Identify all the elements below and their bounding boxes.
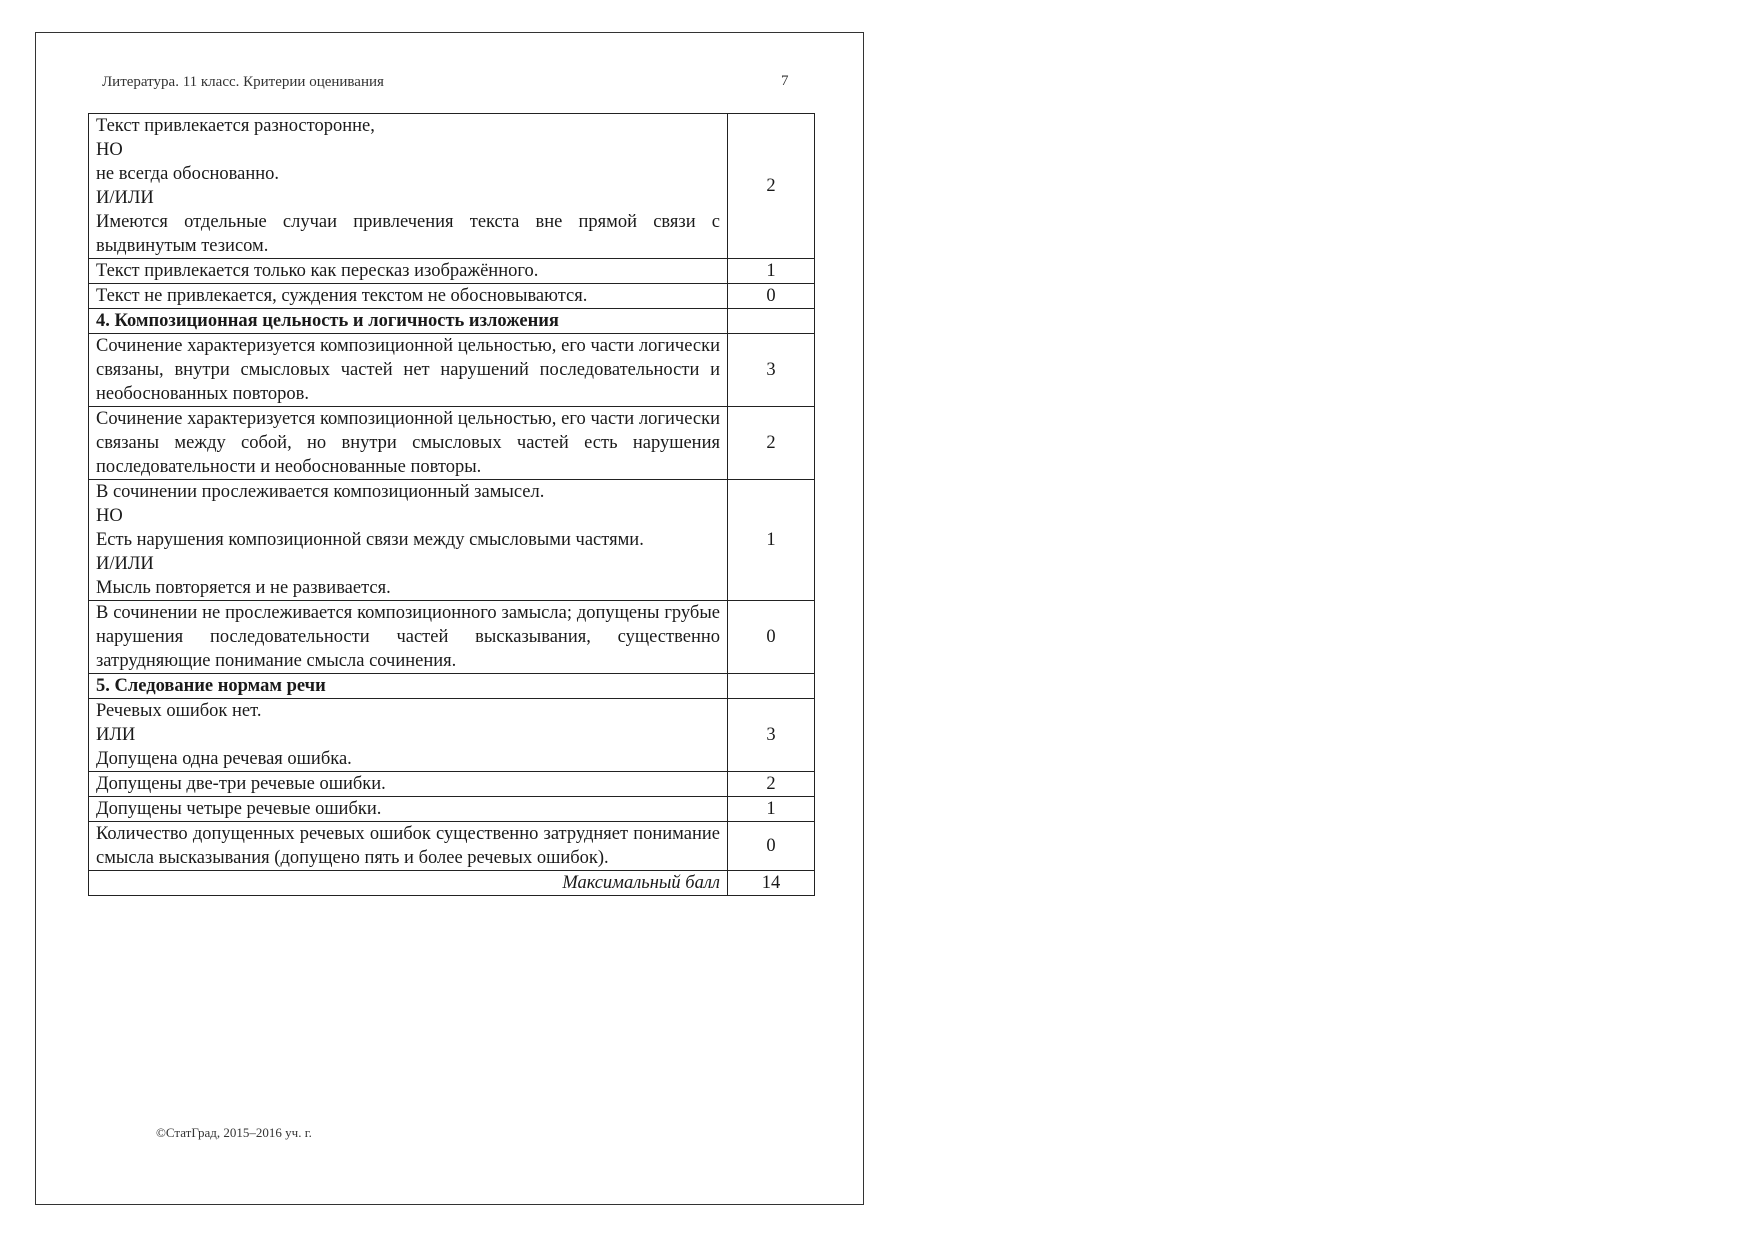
criterion-description [89,259,728,284]
criterion-description [89,480,728,601]
section-heading-row [89,674,815,699]
description-line: Текст не привлекается, суждения текстом не обосновываются. [96,286,588,306]
copyright-footer: ©СтатГрад, 2015–2016 уч. г. [156,1125,312,1140]
criterion-row [89,772,815,797]
criterion-description [89,797,728,822]
criterion-description [89,407,728,480]
criterion-description [89,772,728,797]
criterion-description [89,114,728,259]
score-cell: 0 [728,284,815,309]
section-heading [89,674,728,699]
description-line: Мысль повторяется и не развивается. [96,578,391,598]
score-cell [728,309,815,334]
description-line: Сочинение характеризуется композиционной цельностью, его части логически связаны, внутри смысловых частей нет нарушений последовательности и необоснованных повторов. [96,336,720,404]
description-line: И/ИЛИ [96,554,154,574]
description-line: НО [96,506,123,526]
score-cell: 2 [728,772,815,797]
score-cell: 1 [728,480,815,601]
criterion-row [89,601,815,674]
description-line: Количество допущенных речевых ошибок существенно затрудняет понимание смысла высказывания (допущено пять и более речевых ошибок). [96,824,720,868]
description-line: Допущены четыре речевые ошибки. [96,799,382,819]
criterion-row [89,284,815,309]
total-row [89,871,815,896]
criteria-table [88,113,815,896]
score-cell: 0 [728,822,815,871]
page-number: 7 [781,73,789,89]
score-cell: 2 [728,114,815,259]
document-page [35,32,864,1205]
criterion-row [89,797,815,822]
criterion-description [89,699,728,772]
max-score-label [89,871,728,896]
score-cell: 1 [728,797,815,822]
description-line: ИЛИ [96,725,136,745]
criterion-row [89,699,815,772]
description-line: Сочинение характеризуется композиционной цельностью, его части логически связаны между собой, но внутри смысловых частей есть нарушения последовательности и необоснованные повторы. [96,409,720,477]
description-line: Имеются отдельные случаи привлечения текста вне прямой связи с выдвинутым тезисом. [96,212,720,256]
section-heading-row [89,309,815,334]
criterion-row [89,259,815,284]
description-line: Речевых ошибок нет. [96,701,262,721]
description-line: Максимальный балл [562,873,720,893]
description-line: НО [96,140,123,160]
criteria-table-body [89,114,815,896]
criterion-description [89,284,728,309]
description-line: Допущена одна речевая ошибка. [96,749,352,769]
page-header-title: Литература. 11 класс. Критерии оценивания [102,74,384,90]
criterion-description [89,601,728,674]
criterion-description [89,334,728,407]
score-cell: 3 [728,334,815,407]
criterion-row [89,407,815,480]
description-line: 5. Следование нормам речи [96,676,326,696]
score-cell: 0 [728,601,815,674]
description-line: Допущены две-три речевые ошибки. [96,774,386,794]
description-line: В сочинении не прослеживается композиционного замысла; допущены грубые нарушения последовательности частей высказывания, существенно затрудняющие понимание смысла сочинения. [96,603,720,671]
description-line: Текст привлекается разносторонне, [96,116,375,136]
criterion-row [89,334,815,407]
score-cell: 2 [728,407,815,480]
description-line: И/ИЛИ [96,188,154,208]
description-line: В сочинении прослеживается композиционный замысел. [96,482,545,502]
score-cell [728,674,815,699]
max-score-value: 14 [728,871,815,896]
description-line: 4. Композиционная цельность и логичность изложения [96,311,559,331]
section-heading [89,309,728,334]
criterion-row [89,480,815,601]
criterion-row [89,822,815,871]
description-line: Текст привлекается только как пересказ изображённого. [96,261,539,281]
description-line: Есть нарушения композиционной связи между смысловыми частями. [96,530,644,550]
description-line: не всегда обоснованно. [96,164,280,184]
criterion-row [89,114,815,259]
score-cell: 3 [728,699,815,772]
criterion-description [89,822,728,871]
score-cell: 1 [728,259,815,284]
